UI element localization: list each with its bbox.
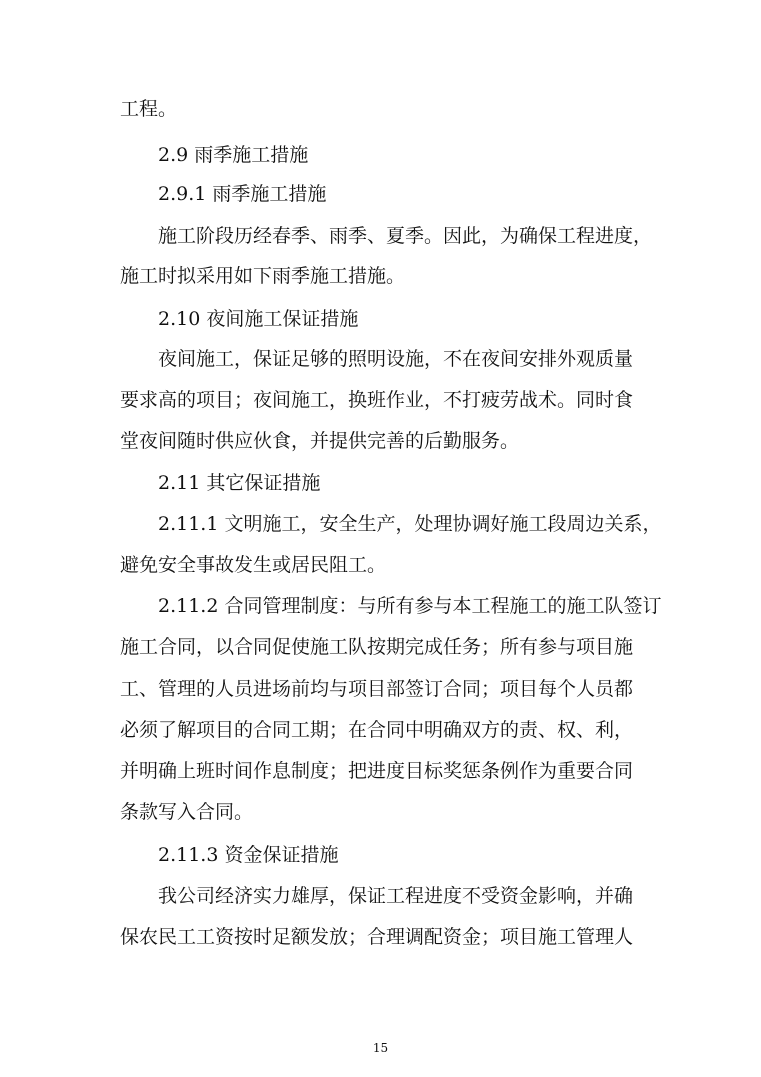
paragraph-line: 条款写入合同。 [120, 801, 254, 823]
paragraph-line: 施工阶段历经春季、雨季、夏季。因此，为确保工程进度， [158, 225, 653, 247]
subsection-heading: 2.11.3 资金保证措施 [158, 844, 339, 866]
paragraph-line: 要求高的项目；夜间施工，换班作业，不打疲劳战术。同时食 [120, 389, 634, 411]
section-heading: 2.10 夜间施工保证措施 [158, 308, 359, 330]
subsection-heading: 2.9.1 雨季施工措施 [158, 183, 327, 205]
paragraph-line: 2.11.1 文明施工，安全生产，处理协调好施工段周边关系， [158, 513, 662, 535]
paragraph-line: 堂夜间随时供应伙食，并提供完善的后勤服务。 [120, 430, 520, 452]
paragraph-line: 施工时拟采用如下雨季施工措施。 [120, 265, 406, 287]
paragraph-line: 施工合同，以合同促使施工队按期完成任务；所有参与项目施 [120, 636, 634, 658]
paragraph-line: 并明确上班时间作息制度；把进度目标奖惩条例作为重要合同 [120, 760, 634, 782]
section-heading: 2.9 雨季施工措施 [158, 144, 309, 166]
paragraph-line: 避免安全事故发生或居民阻工。 [120, 554, 387, 576]
section-heading: 2.11 其它保证措施 [158, 472, 321, 494]
paragraph-line: 夜间施工，保证足够的照明设施，不在夜间安排外观质量 [158, 348, 634, 370]
text-line: 工程。 [120, 98, 178, 120]
paragraph-line: 我公司经济实力雄厚，保证工程进度不受资金影响，并确 [158, 885, 634, 907]
paragraph-line: 保农民工工资按时足额发放；合理调配资金；项目施工管理人 [120, 926, 634, 948]
paragraph-line: 必须了解项目的合同工期；在合同中明确双方的责、权、利， [120, 719, 634, 741]
paragraph-line: 工、管理的人员进场前均与项目部签订合同；项目每个人员都 [120, 678, 634, 700]
paragraph-line: 2.11.2 合同管理制度：与所有参与本工程施工的施工队签订 [158, 595, 662, 617]
page-number: 15 [372, 1041, 389, 1055]
